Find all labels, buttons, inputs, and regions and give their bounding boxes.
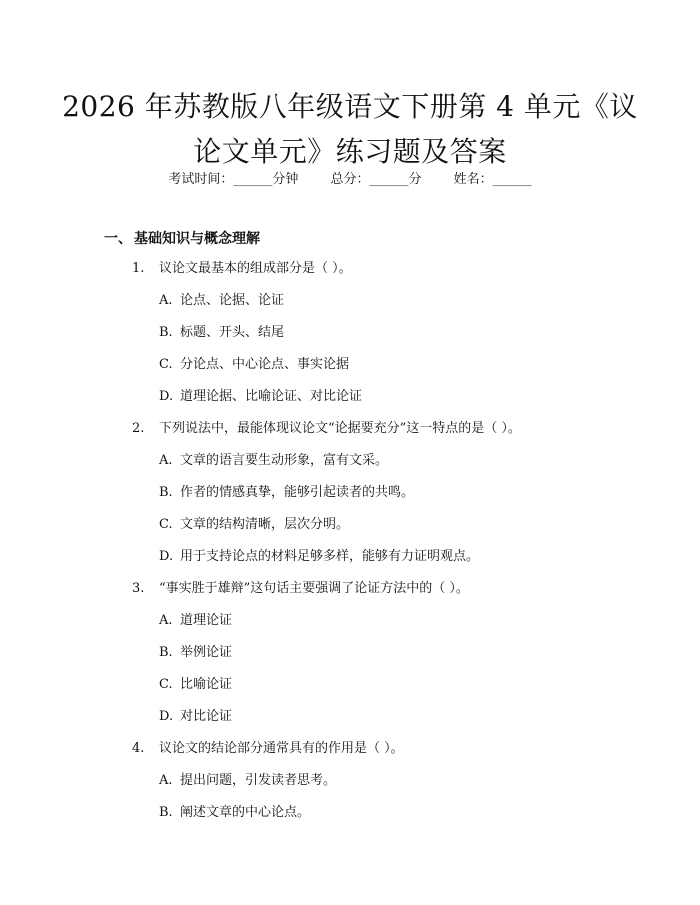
question-3 bbox=[132, 580, 469, 598]
option-text: 阐述文章的中心论点。 bbox=[180, 805, 311, 820]
option-text: 对比论证 bbox=[180, 709, 233, 724]
option-text: 举例论证 bbox=[180, 645, 233, 660]
exam-info-line bbox=[0, 168, 700, 187]
option-text: 比喻论证 bbox=[180, 677, 233, 692]
option-1b bbox=[159, 324, 284, 342]
option-text: 论点、论据、论证 bbox=[180, 293, 285, 308]
option-text: 道理论据、比喻论证、对比论证 bbox=[180, 389, 363, 404]
option-label: D. bbox=[159, 549, 174, 564]
option-2d bbox=[159, 548, 479, 566]
exam-time: 考试时间：______分钟 bbox=[168, 172, 299, 187]
question-text: 下列说法中，最能体现议论文“论据要充分”这一特点的是（ ）。 bbox=[159, 421, 521, 436]
option-text: 用于支持论点的材料足够多样，能够有力证明观点。 bbox=[180, 549, 480, 564]
question-number: 2. bbox=[132, 421, 145, 436]
option-label: C. bbox=[159, 517, 173, 532]
question-number: 4. bbox=[132, 741, 145, 756]
option-label: D. bbox=[159, 709, 174, 724]
option-1a bbox=[159, 292, 284, 310]
option-label: A. bbox=[159, 293, 173, 308]
option-label: C. bbox=[159, 357, 173, 372]
question-number: 1. bbox=[132, 261, 145, 276]
option-4a bbox=[159, 772, 336, 790]
total-score: 总分：______分 bbox=[330, 172, 422, 187]
section-heading bbox=[104, 228, 260, 248]
option-label: B. bbox=[159, 485, 173, 500]
question-text: 议论文的结论部分通常具有的作用是（ ）。 bbox=[159, 741, 404, 756]
option-label: C. bbox=[159, 677, 173, 692]
option-3d bbox=[159, 708, 232, 726]
title-line-2: 论文单元》练习题及答案 bbox=[193, 135, 507, 168]
question-text: 议论文最基本的组成部分是（ ）。 bbox=[159, 261, 352, 276]
student-name: 姓名：______ bbox=[453, 172, 532, 187]
option-2c bbox=[159, 516, 349, 534]
option-3b bbox=[159, 644, 232, 662]
option-text: 提出问题，引发读者思考。 bbox=[180, 773, 337, 788]
option-2b bbox=[159, 484, 414, 502]
question-text: “事实胜于雄辩”这句话主要强调了论证方法中的（ ）。 bbox=[159, 581, 469, 596]
option-text: 标题、开头、结尾 bbox=[180, 325, 285, 340]
section-title-text: 基础知识与概念理解 bbox=[134, 231, 260, 247]
question-1 bbox=[132, 260, 352, 278]
option-label: B. bbox=[159, 645, 173, 660]
option-label: A. bbox=[159, 613, 173, 628]
option-text: 作者的情感真挚，能够引起读者的共鸣。 bbox=[180, 485, 415, 500]
option-text: 分论点、中心论点、事实论据 bbox=[180, 357, 350, 372]
option-label: A. bbox=[159, 773, 173, 788]
option-label: A. bbox=[159, 453, 173, 468]
option-1c bbox=[159, 356, 349, 374]
option-2a bbox=[159, 452, 388, 470]
option-label: D. bbox=[159, 389, 174, 404]
option-3a bbox=[159, 612, 232, 630]
option-4b bbox=[159, 804, 310, 822]
option-text: 道理论证 bbox=[180, 613, 233, 628]
option-text: 文章的结构清晰，层次分明。 bbox=[180, 517, 350, 532]
option-text: 文章的语言要生动形象，富有文采。 bbox=[180, 453, 389, 468]
option-3c bbox=[159, 676, 232, 694]
document-title bbox=[60, 84, 640, 174]
option-label: B. bbox=[159, 325, 173, 340]
question-2 bbox=[132, 420, 521, 438]
option-label: B. bbox=[159, 805, 173, 820]
option-1d bbox=[159, 388, 362, 406]
question-4 bbox=[132, 740, 404, 758]
section-number: 一、 bbox=[104, 231, 132, 247]
question-number: 3. bbox=[132, 581, 145, 596]
title-line-1: 2026 年苏教版八年级语文下册第 4 单元《议 bbox=[62, 90, 638, 123]
